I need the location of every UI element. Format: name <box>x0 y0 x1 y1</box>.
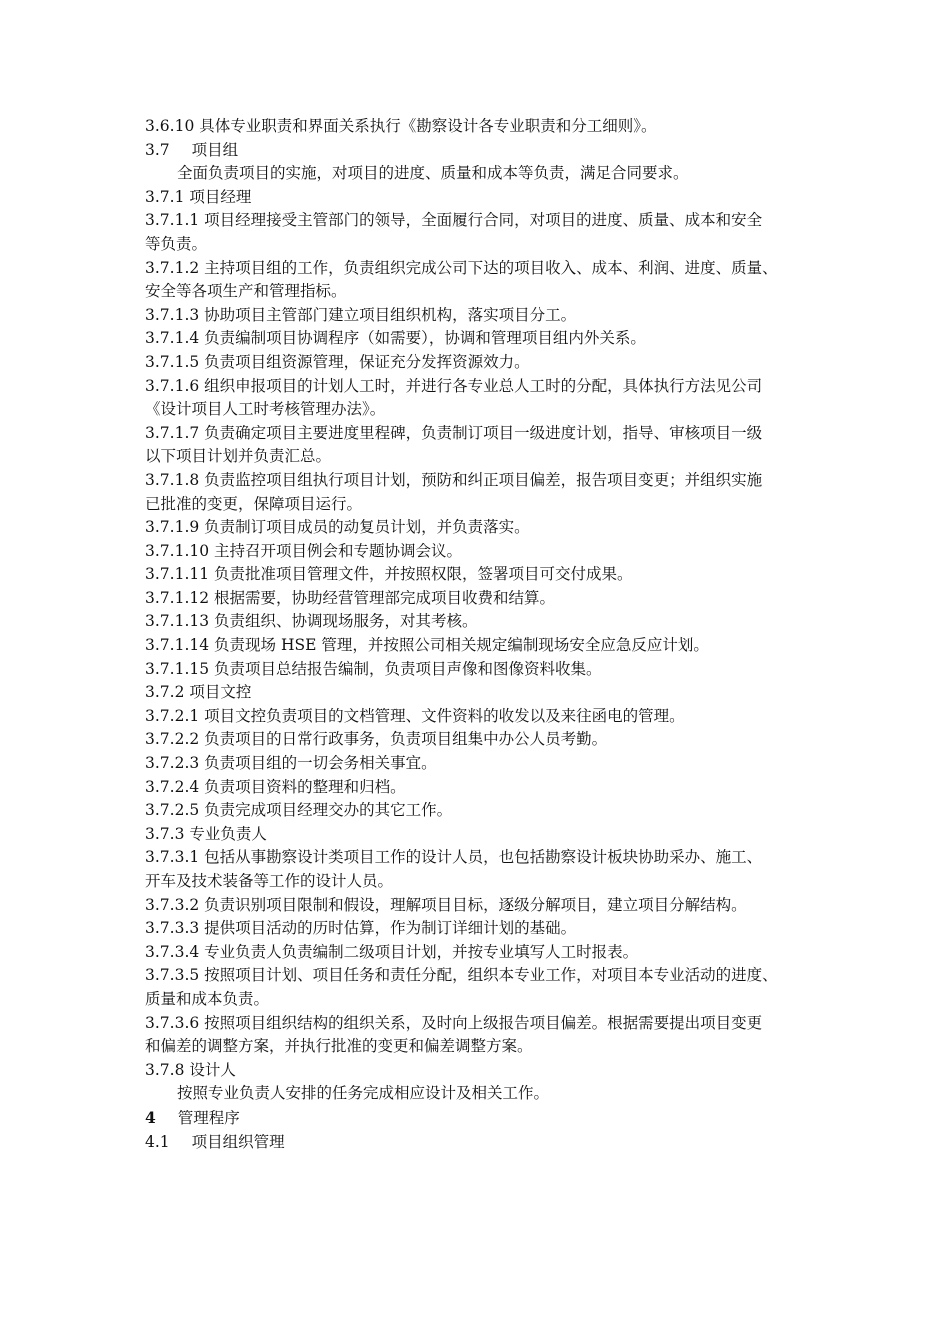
text-line <box>145 162 813 186</box>
text-line <box>145 846 813 870</box>
text-line <box>145 139 813 163</box>
text-line <box>145 705 813 729</box>
text-line <box>145 681 813 705</box>
text-line <box>145 776 813 800</box>
line-text: 3.7.2.3 负责项目组的一切会务相关事宜。 <box>145 754 437 773</box>
section-number: 4 <box>145 1107 156 1127</box>
text-line <box>145 115 813 139</box>
text-line <box>145 728 813 752</box>
text-line <box>145 327 813 351</box>
text-line <box>145 1035 813 1059</box>
document-page <box>145 115 813 1154</box>
text-line <box>145 634 813 658</box>
text-line <box>145 1131 813 1155</box>
text-line <box>145 445 813 469</box>
text-line <box>145 375 813 399</box>
text-line <box>145 894 813 918</box>
text-line <box>145 280 813 304</box>
text-line <box>145 988 813 1012</box>
text-line <box>145 351 813 375</box>
line-text: 3.7.1.5 负责项目组资源管理，保证充分发挥资源效力。 <box>145 352 530 371</box>
line-text: 3.7.1.2 主持项目组的工作，负责组织完成公司下达的项目收入、成本、利润、进度、质量、 <box>145 258 778 277</box>
line-text: 等负责。 <box>145 234 208 253</box>
text-line <box>145 917 813 941</box>
line-text: 3.7.1.14 负责现场 HSE 管理，并按照公司相关规定编制现场安全应急反应计划。 <box>145 636 709 655</box>
line-text: 3.7.8 设计人 <box>145 1060 236 1079</box>
line-text: 3.7.1.7 负责确定项目主要进度里程碑，负责制订项目一级进度计划，指导、审核项目一级 <box>145 423 763 442</box>
text-line <box>145 563 813 587</box>
text-line <box>145 799 813 823</box>
line-text: 3.7.3.2 负责识别项目限制和假设，理解项目目标，逐级分解项目，建立项目分解结构。 <box>145 895 747 914</box>
text-line <box>145 823 813 847</box>
text-line <box>145 186 813 210</box>
line-text: 项目组织管理 <box>191 1132 285 1151</box>
text-line <box>145 209 813 233</box>
text-line <box>145 1059 813 1083</box>
section-number: 4.1 <box>145 1132 170 1151</box>
line-text: 3.7.1.9 负责制订项目成员的动复员计划，并负责落实。 <box>145 518 530 537</box>
line-text: 3.7.3 专业负责人 <box>145 824 267 843</box>
line-text: 3.7.1 项目经理 <box>145 187 252 206</box>
text-line <box>145 1082 813 1106</box>
text-line <box>145 610 813 634</box>
line-text: 3.7.1.10 主持召开项目例会和专题协调会议。 <box>145 541 463 560</box>
line-text: 3.7.1.6 组织申报项目的计划人工时，并进行各专业总人工时的分配，具体执行方法见公司 <box>145 376 763 395</box>
line-text: 以下项目计划并负责汇总。 <box>145 447 332 466</box>
line-text: 3.7.1.3 协助项目主管部门建立项目组织机构，落实项目分工。 <box>145 305 577 324</box>
text-line <box>145 587 813 611</box>
line-text: 3.7.3.4 专业负责人负责编制二级项目计划，并按专业填写人工时报表。 <box>145 942 639 961</box>
line-text: 质量和成本负责。 <box>145 989 270 1008</box>
line-text: 全面负责项目的实施，对项目的进度、质量和成本等负责，满足合同要求。 <box>177 164 689 183</box>
line-text: 和偏差的调整方案，并执行批准的变更和偏差调整方案。 <box>145 1037 533 1056</box>
line-text: 安全等各项生产和管理指标。 <box>145 282 347 301</box>
line-text: 3.7.3.5 按照项目计划、项目任务和责任分配，组织本专业工作，对项目本专业活动的进度、 <box>145 966 778 985</box>
line-text: 3.7.1.8 负责监控项目组执行项目计划，预防和纠正项目偏差，报告项目变更；并组织实施 <box>145 470 763 489</box>
line-text: 3.7.2.2 负责项目的日常行政事务，负责项目组集中办公人员考勤。 <box>145 730 608 749</box>
text-line <box>145 752 813 776</box>
text-line <box>145 1012 813 1036</box>
text-line <box>145 493 813 517</box>
line-text: 开车及技术装备等工作的设计人员。 <box>145 872 394 890</box>
line-text: 3.7.1.1 项目经理接受主管部门的领导，全面履行合同，对项目的进度、质量、成本和安全 <box>145 211 763 230</box>
text-line <box>145 964 813 988</box>
text-line <box>145 422 813 446</box>
line-text: 3.7.3.3 提供项目活动的历时估算，作为制订详细计划的基础。 <box>145 919 577 938</box>
text-line <box>145 870 813 894</box>
document-body <box>145 115 813 1154</box>
line-text: 已批准的变更，保障项目运行。 <box>145 494 363 513</box>
text-line <box>145 1106 813 1131</box>
line-text: 3.7.3.6 按照项目组织结构的组织关系，及时向上级报告项目偏差。根据需要提出项目变更 <box>145 1013 763 1032</box>
line-text: 3.7.1.4 负责编制项目协调程序（如需要），协调和管理项目组内外关系。 <box>145 329 646 348</box>
text-line <box>145 658 813 682</box>
line-text: 3.7.3.1 包括从事勘察设计类项目工作的设计人员，也包括勘察设计板块协助采办、施工、 <box>145 848 763 867</box>
line-text: 3.7.2.5 负责完成项目经理交办的其它工作。 <box>145 801 453 820</box>
line-text: 3.7.2.4 负责项目资料的整理和归档。 <box>145 777 406 796</box>
line-text: 项目组 <box>191 140 239 159</box>
line-text: 3.7.2.1 项目文控负责项目的文档管理、文件资料的收发以及来往函电的管理。 <box>145 706 685 725</box>
line-text: 3.7.1.11 负责批准项目管理文件，并按照权限，签署项目可交付成果。 <box>145 565 633 584</box>
line-text: 《设计项目人工时考核管理办法》。 <box>145 400 386 419</box>
text-line <box>145 398 813 422</box>
line-text: 3.7.1.15 负责项目总结报告编制，负责项目声像和图像资料收集。 <box>145 659 602 678</box>
line-text: 3.7.1.13 负责组织、协调现场服务，对其考核。 <box>145 612 478 631</box>
text-line <box>145 257 813 281</box>
text-line <box>145 516 813 540</box>
section-number: 3.7 <box>145 140 170 159</box>
line-text: 管理程序 <box>177 1108 240 1127</box>
line-text: 3.7.1.12 根据需要，协助经营管理部完成项目收费和结算。 <box>145 588 556 607</box>
text-line <box>145 469 813 493</box>
text-line <box>145 540 813 564</box>
line-text: 3.6.10 具体专业职责和界面关系执行《勘察设计各专业职责和分工细则》。 <box>145 117 657 135</box>
text-line <box>145 233 813 257</box>
line-text: 3.7.2 项目文控 <box>145 683 252 702</box>
line-text: 按照专业负责人安排的任务完成相应设计及相关工作。 <box>177 1084 550 1103</box>
text-line <box>145 304 813 328</box>
text-line <box>145 941 813 965</box>
